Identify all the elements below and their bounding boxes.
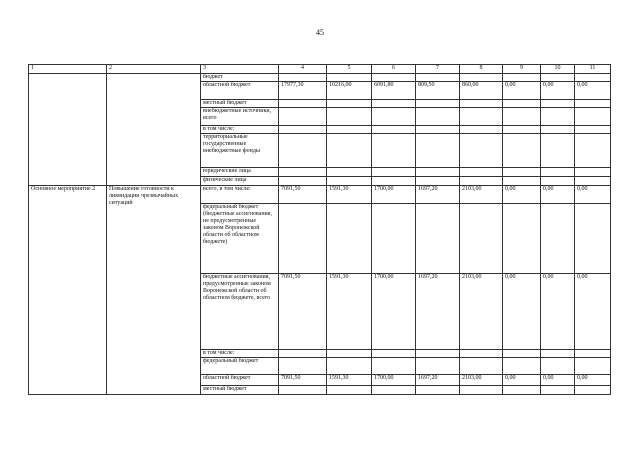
value-cell — [503, 177, 541, 186]
value-cell — [327, 358, 372, 375]
value-cell — [327, 350, 372, 358]
value-cell — [416, 177, 460, 186]
value-cell: 809,50 — [416, 82, 460, 100]
value-cell — [279, 177, 327, 186]
value-cell — [541, 204, 575, 274]
value-cell: 1700,00 — [372, 186, 416, 204]
source-label-cell: юридические лица — [201, 168, 279, 177]
value-cell — [460, 134, 503, 168]
value-cell — [503, 108, 541, 126]
value-cell — [279, 74, 327, 82]
value-cell — [416, 74, 460, 82]
value-cell — [327, 74, 372, 82]
value-cell: 0,00 — [575, 274, 611, 350]
value-cell: 1700,00 — [372, 375, 416, 386]
value-cell — [503, 134, 541, 168]
value-cell — [279, 108, 327, 126]
value-cell — [327, 386, 372, 395]
value-cell: 2103,00 — [460, 274, 503, 350]
header-cell: 1 — [29, 65, 107, 74]
value-cell: 0,00 — [541, 82, 575, 100]
value-cell: 6091,80 — [372, 82, 416, 100]
header-cell: 10 — [541, 65, 575, 74]
source-label-cell: федеральный бюджет — [201, 358, 279, 375]
value-cell — [279, 126, 327, 134]
value-cell — [541, 168, 575, 177]
value-cell — [416, 358, 460, 375]
header-cell: 11 — [575, 65, 611, 74]
value-cell — [416, 100, 460, 108]
value-cell: 0,00 — [503, 186, 541, 204]
value-cell — [372, 108, 416, 126]
value-cell — [503, 358, 541, 375]
value-cell — [575, 168, 611, 177]
value-cell: 2103,00 — [460, 375, 503, 386]
source-label-cell: физические лица — [201, 177, 279, 186]
value-cell — [503, 74, 541, 82]
value-cell: 7091,50 — [279, 186, 327, 204]
value-cell — [372, 177, 416, 186]
value-cell — [372, 100, 416, 108]
value-cell: 1591,30 — [327, 186, 372, 204]
header-cell: 9 — [503, 65, 541, 74]
value-cell — [575, 134, 611, 168]
value-cell — [372, 386, 416, 395]
value-cell — [416, 168, 460, 177]
value-cell — [327, 108, 372, 126]
value-cell: 0,00 — [503, 375, 541, 386]
value-cell — [460, 168, 503, 177]
value-cell — [503, 100, 541, 108]
value-cell: 0,00 — [575, 82, 611, 100]
value-cell: 0,00 — [575, 375, 611, 386]
value-cell — [372, 168, 416, 177]
source-label-cell: территориальные государственные внебюджетные фонды — [201, 134, 279, 168]
value-cell — [279, 100, 327, 108]
value-cell — [541, 108, 575, 126]
source-label-cell: бюджетные ассигнования, предусмотренные законом Воронежской области об областном бюджете, всего — [201, 274, 279, 350]
value-cell — [372, 204, 416, 274]
header-cell: 8 — [460, 65, 503, 74]
value-cell — [279, 168, 327, 177]
value-cell — [541, 358, 575, 375]
value-cell: 860,00 — [460, 82, 503, 100]
value-cell — [327, 204, 372, 274]
value-cell — [416, 134, 460, 168]
value-cell: 1697,20 — [416, 375, 460, 386]
value-cell — [575, 386, 611, 395]
source-label-cell: местный бюджет — [201, 386, 279, 395]
source-label-cell: в том числе: — [201, 350, 279, 358]
value-cell — [541, 177, 575, 186]
value-cell — [503, 126, 541, 134]
value-cell — [416, 204, 460, 274]
value-cell — [279, 350, 327, 358]
value-cell — [372, 350, 416, 358]
block1-row — [29, 74, 611, 82]
value-cell — [460, 100, 503, 108]
value-cell — [541, 350, 575, 358]
value-cell: 0,00 — [541, 375, 575, 386]
value-cell — [541, 74, 575, 82]
value-cell — [327, 177, 372, 186]
value-cell — [460, 350, 503, 358]
value-cell — [279, 386, 327, 395]
value-cell — [541, 100, 575, 108]
block2-row — [29, 186, 611, 204]
header-cell: 4 — [279, 65, 327, 74]
value-cell — [416, 108, 460, 126]
value-cell: 1591,30 — [327, 375, 372, 386]
value-cell: 10216,00 — [327, 82, 372, 100]
value-cell — [460, 108, 503, 126]
value-cell: 1697,20 — [416, 274, 460, 350]
value-cell — [575, 74, 611, 82]
value-cell — [460, 358, 503, 375]
value-cell — [575, 108, 611, 126]
budget-table — [28, 64, 611, 395]
value-cell: 1700,00 — [372, 274, 416, 350]
value-cell: 1591,30 — [327, 274, 372, 350]
value-cell — [279, 204, 327, 274]
value-cell — [327, 100, 372, 108]
source-label-cell: в том числе: — [201, 126, 279, 134]
source-label-cell: областной бюджет — [201, 375, 279, 386]
value-cell — [460, 177, 503, 186]
value-cell — [575, 126, 611, 134]
header-cell: 3 — [201, 65, 279, 74]
value-cell — [460, 126, 503, 134]
source-label-cell: областной бюджет — [201, 82, 279, 100]
value-cell — [575, 358, 611, 375]
value-cell: 0,00 — [503, 82, 541, 100]
source-label-cell: местный бюджет — [201, 100, 279, 108]
value-cell: 1697,20 — [416, 186, 460, 204]
value-cell — [372, 358, 416, 375]
block2-col2-cell: Повышение готовности к ликвидации чрезвычайных ситуаций — [107, 186, 201, 395]
value-cell — [460, 204, 503, 274]
source-label-cell: бюджет — [201, 74, 279, 82]
value-cell — [416, 386, 460, 395]
value-cell — [416, 350, 460, 358]
header-cell: 2 — [107, 65, 201, 74]
header-cell: 5 — [327, 65, 372, 74]
value-cell — [327, 134, 372, 168]
value-cell — [416, 126, 460, 134]
value-cell: 0,00 — [575, 186, 611, 204]
value-cell — [575, 100, 611, 108]
block1-col2-cell — [107, 74, 201, 186]
value-cell — [279, 134, 327, 168]
value-cell: 7091,50 — [279, 274, 327, 350]
header-cell: 6 — [372, 65, 416, 74]
block1-col1-cell — [29, 74, 107, 186]
value-cell: 0,00 — [541, 186, 575, 204]
source-label-cell: федеральный бюджет (бюджетные ассигнования, не предусмотренные законом Воронежской области об областном бюджете) — [201, 204, 279, 274]
value-cell — [372, 134, 416, 168]
header-cell: 7 — [416, 65, 460, 74]
value-cell — [575, 204, 611, 274]
value-cell — [575, 177, 611, 186]
value-cell — [460, 386, 503, 395]
value-cell — [327, 126, 372, 134]
value-cell: 0,00 — [541, 274, 575, 350]
value-cell: 2103,00 — [460, 186, 503, 204]
value-cell — [327, 168, 372, 177]
value-cell — [460, 74, 503, 82]
value-cell — [372, 74, 416, 82]
value-cell: 17977,30 — [279, 82, 327, 100]
value-cell — [541, 134, 575, 168]
value-cell — [503, 204, 541, 274]
value-cell — [575, 350, 611, 358]
value-cell — [279, 358, 327, 375]
value-cell — [541, 386, 575, 395]
source-label-cell: внебюджетные источники, всего — [201, 108, 279, 126]
value-cell — [372, 126, 416, 134]
value-cell — [541, 126, 575, 134]
page-number: 45 — [316, 28, 324, 37]
block2-col1-cell: Основное мероприятие 2 — [29, 186, 107, 395]
value-cell — [503, 386, 541, 395]
value-cell: 7091,50 — [279, 375, 327, 386]
value-cell — [503, 350, 541, 358]
value-cell — [503, 168, 541, 177]
source-label-cell: всего, в том числе: — [201, 186, 279, 204]
value-cell: 0,00 — [503, 274, 541, 350]
header-row — [29, 65, 611, 74]
